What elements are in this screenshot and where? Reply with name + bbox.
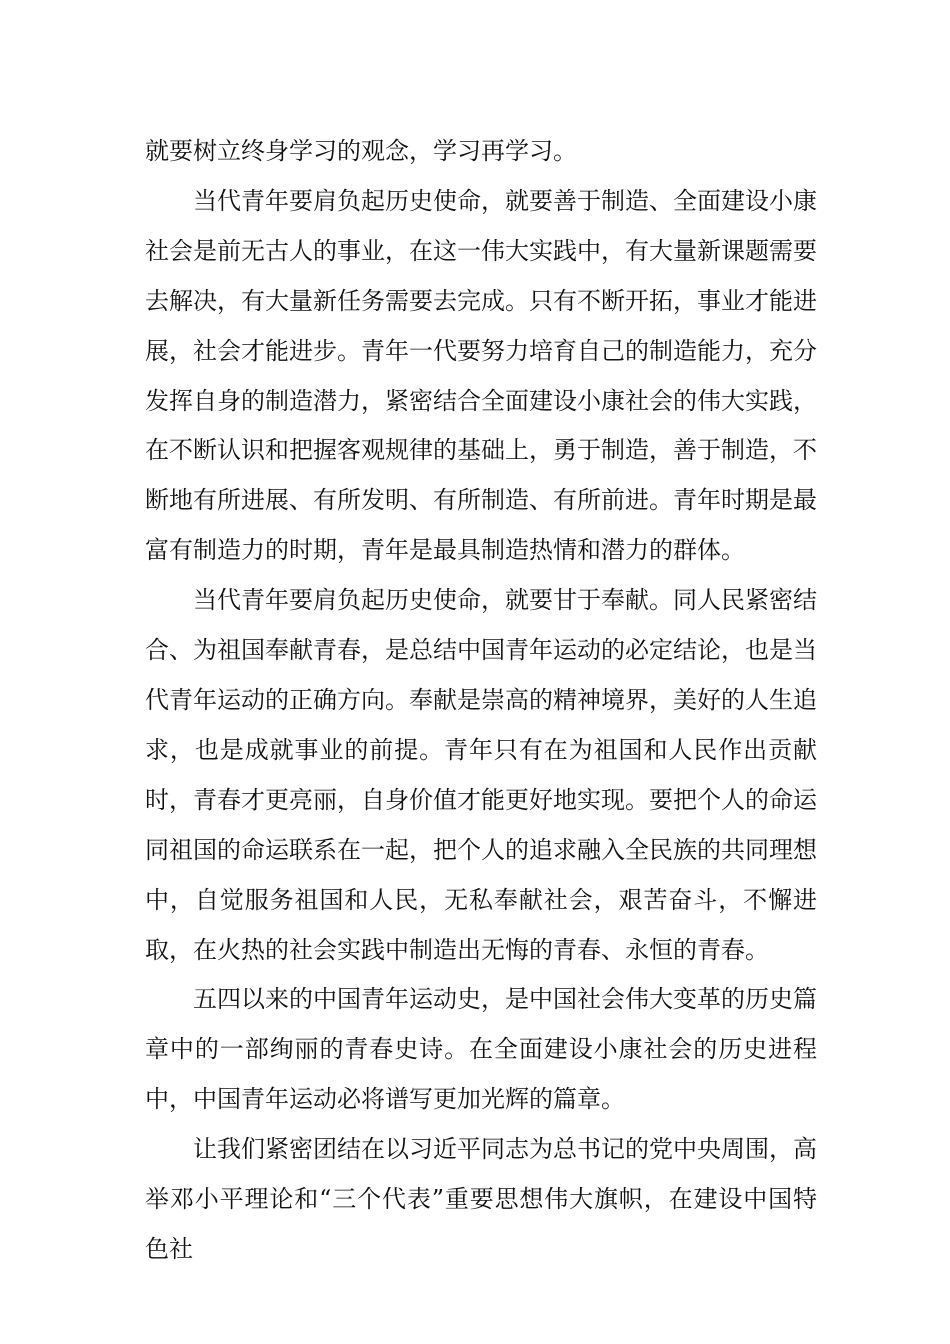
paragraph-closing: 让我们紧密团结在以习近平同志为总书记的党中央周围，高举邓小平理论和“三个代表”重要思想伟大旗帜，在建设中国特色社 — [145, 1135, 817, 1263]
paragraph-dedication: 当代青年要肩负起历史使命，就要甘于奉献。同人民紧密结合、为祖国奉献青春，是总结中国青年运动的必定结论，也是当代青年运动的正确方向。奉献是崇高的精神境界，美好的人生追求，也是成就事业的前提。青年只有在为祖国和人民作出贡献时，青春才更亮丽，自身价值才能更好地实现。要把个人的命运同祖国的命运联系在一起，把个人的追求融入全民族的共同理想中，自觉服务祖国和人民，无私奉献社会，艰苦奋斗，不懈进取，在火热的社会实践中制造出无悔的青春、永恒的青春。 — [145, 586, 817, 964]
paragraph-creativity: 当代青年要肩负起历史使命，就要善于制造、全面建设小康社会是前无古人的事业，在这一伟大实践中，有大量新课题需要去解决，有大量新任务需要去完成。只有不断开拓，事业才能进展，社会才能进步。青年一代要努力培育自己的制造能力，充分发挥自身的制造潜力，紧密结合全面建设小康社会的伟大实践，在不断认识和把握客观规律的基础上，勇于制造，善于制造，不断地有所进展、有所发明、有所制造、有所前进。青年时期是最富有制造力的时期，青年是最具制造热情和潜力的群体。 — [145, 186, 817, 565]
paragraph-may-fourth: 五四以来的中国青年运动史，是中国社会伟大变革的历史篇章中的一部绚丽的青春史诗。在全面建设小康社会的历史进程中，中国青年运动必将谱写更加光辉的篇章。 — [145, 985, 817, 1114]
paragraph-continuation: 就要树立终身学习的观念，学习再学习。 — [145, 137, 577, 165]
document-body — [145, 127, 817, 1275]
